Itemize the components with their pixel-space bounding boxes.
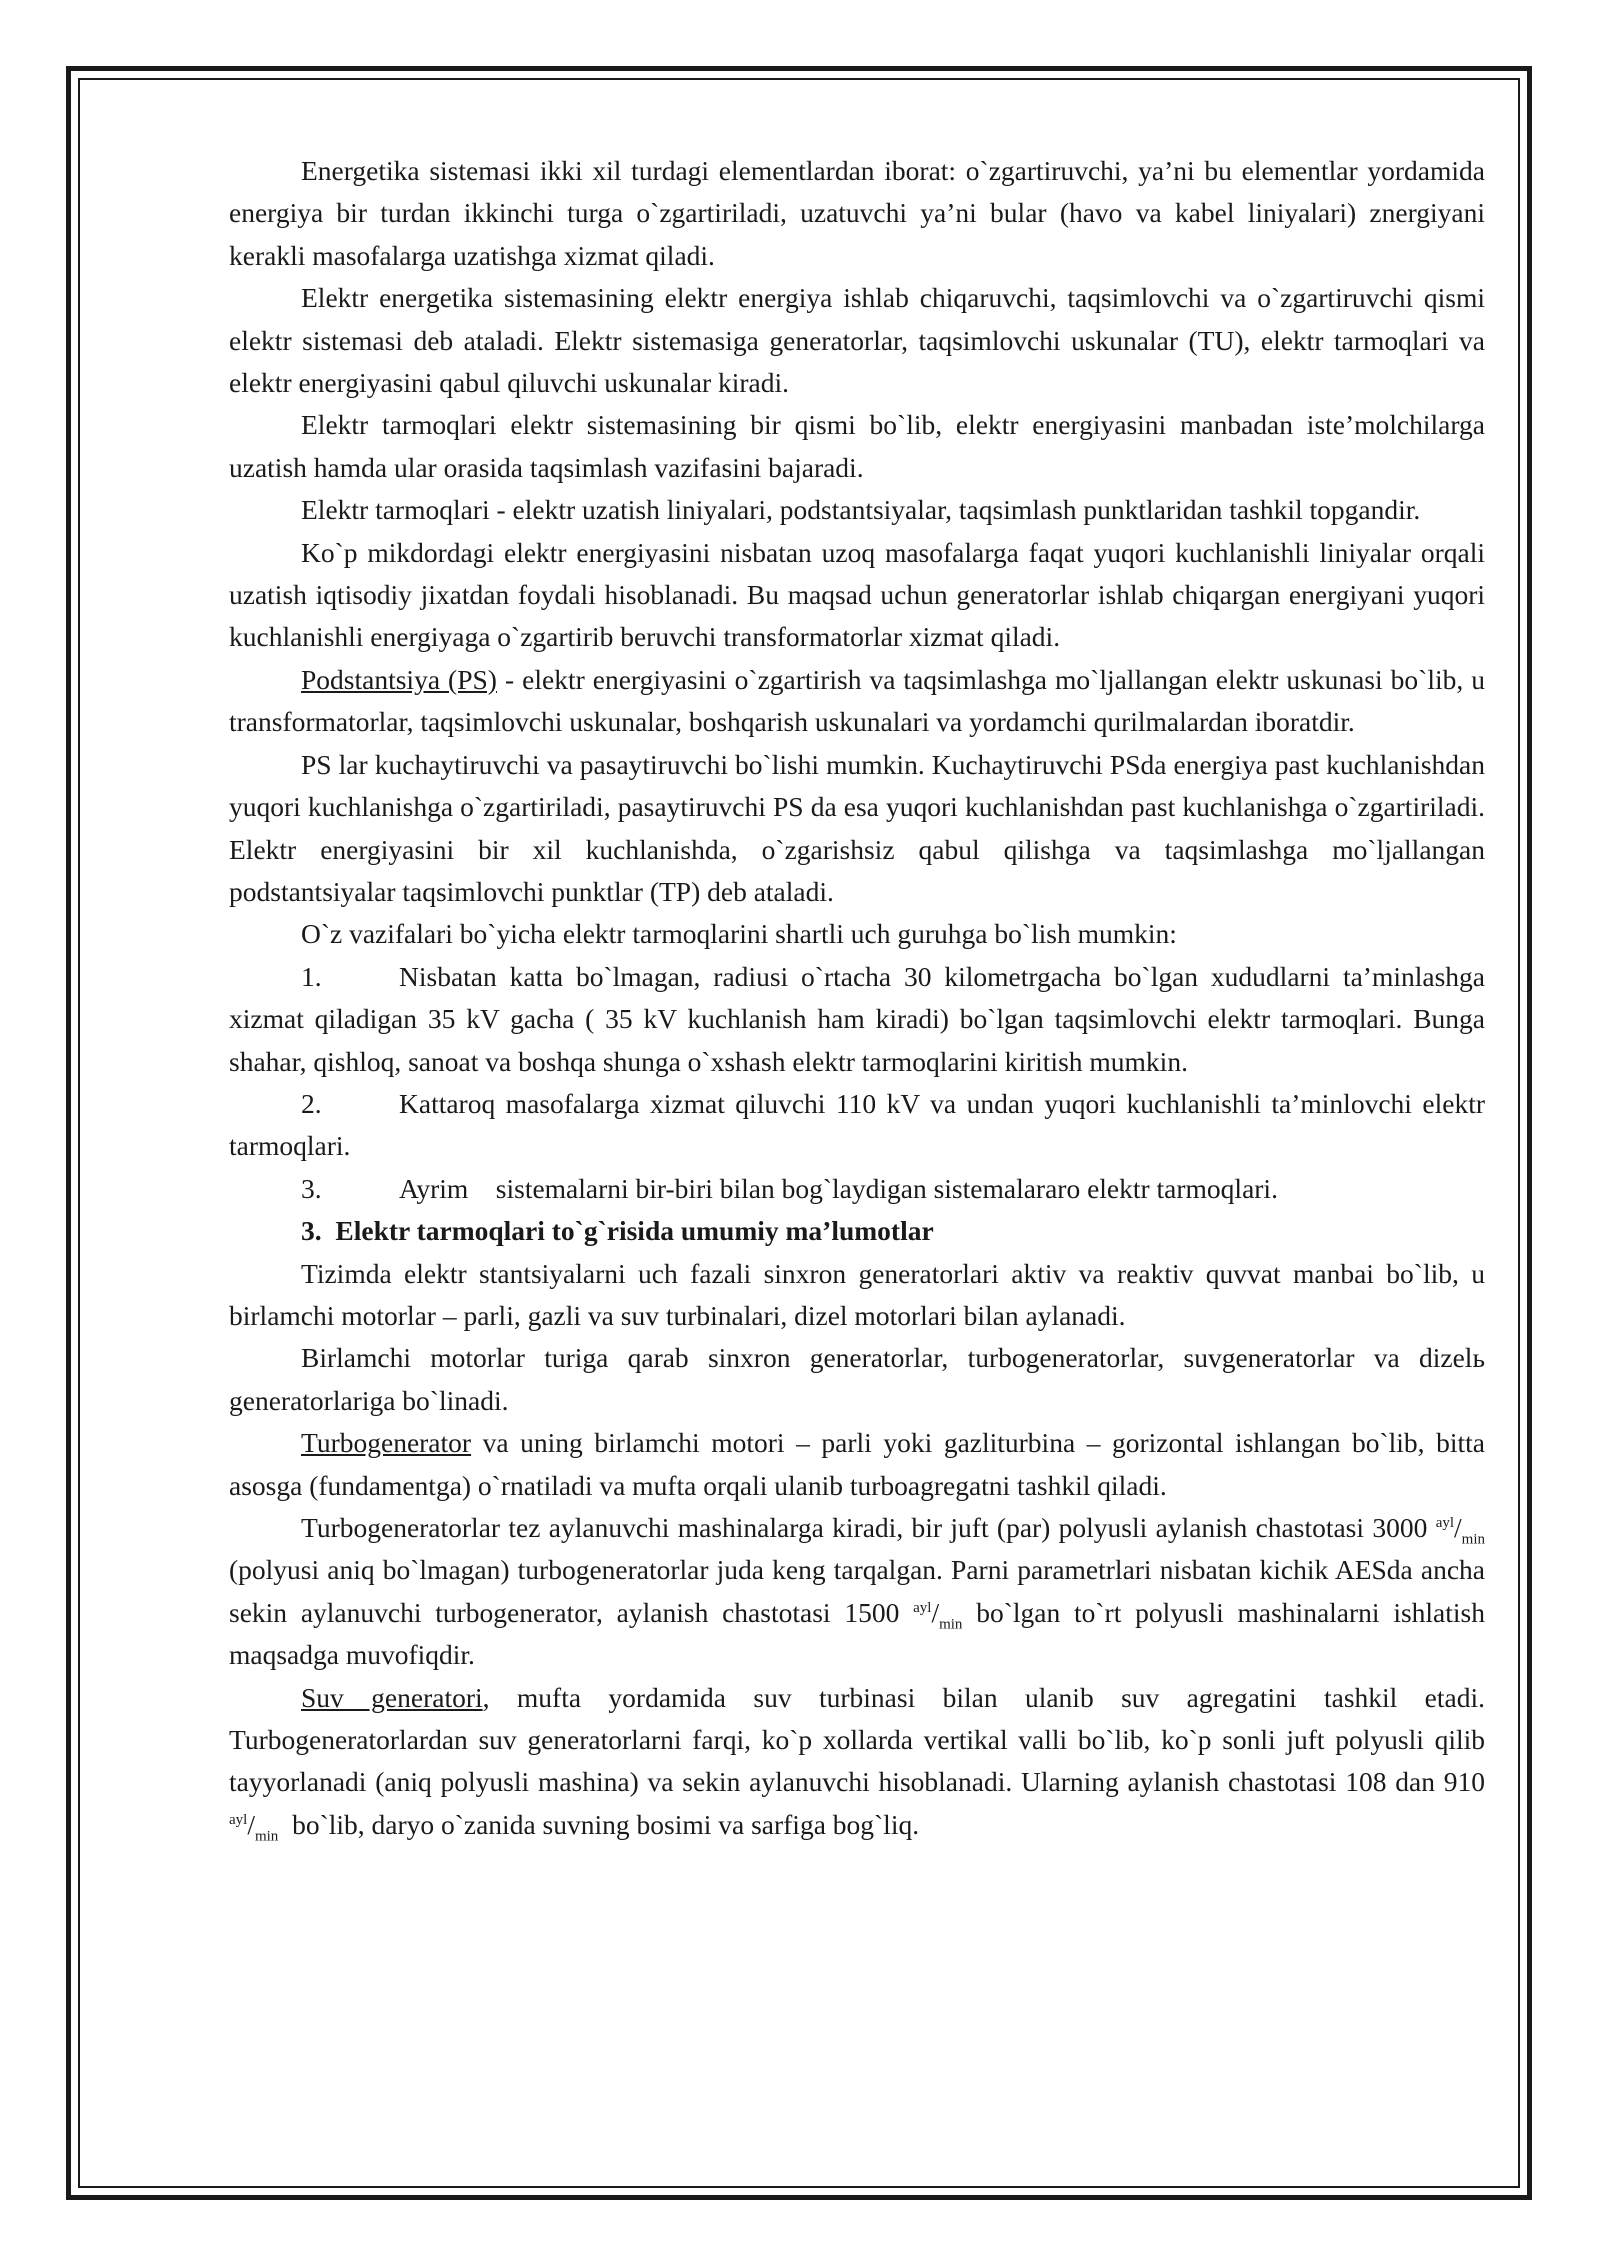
paragraph: Tizimda elektr stantsiyalarni uch fazali sinxron generatorlari aktiv va reaktiv quvvat manbai bo`lib, u birlamchi motorlar – parli, gazli va suv turbinalari, dizel motorlari bilan aylanadi. bbox=[229, 1257, 1485, 1331]
unit-sub: min bbox=[1461, 1531, 1485, 1548]
paragraph: O`z vazifalari bo`yicha elektr tarmoqlarini shartli uch guruhga bo`lish mumkin: bbox=[301, 918, 1177, 950]
paragraph: Elektr tarmoqlari - elektr uzatish liniyalari, podstantsiyalar, taqsimlash punktlaridan tashkil topgandir. bbox=[301, 494, 1421, 526]
unit-slash: / bbox=[247, 1808, 255, 1840]
list-number: 3. bbox=[301, 1172, 322, 1204]
paragraph: PS lar kuchaytiruvchi va pasaytiruvchi bo`lishi mumkin. Kuchaytiruvchi PSda energiya past kuchlanishdan yuqori kuchlanishga o`zgartiriladi, pasaytiruvchi PS da esa yuqori kuchlanishdan past kuchlanishga o`zgartiriladi. Elektr energiyasini bir xil kuchlanishda, o`zgarishsiz qabul qilishga va taqsimlashga mo`ljallangan podstantsiyalar taqsimlovchi punktlar (TP) deb ataladi. bbox=[229, 748, 1485, 907]
paragraph-text: , mufta yordamida suv turbinasi bilan ulanib suv agregatini tashkil etadi. Turbogeneratorlardan suv generatorlarni farqi, ko`p xollarda vertikal valli bo`lib, ko`p sonli juft polyusli qilib tayyorlanadi (aniq polyusli mashina) va sekin aylanuvchi hisoblanadi. Ularning aylanish chastotasi 108 dan 910 bbox=[229, 1681, 1492, 1798]
paragraph bbox=[229, 1677, 1492, 1847]
unit-sup: ayl bbox=[913, 1599, 932, 1616]
list-text: Kattaroq masofalarga xizmat qiluvchi 110 kV va undan yuqori kuchlanishli ta’minlovchi elektr tarmoqlari. bbox=[229, 1087, 1485, 1162]
list-number: 2. bbox=[301, 1087, 322, 1119]
paragraph-text: - elektr energiyasini o`zgartirish va taqsimlashga mo`ljallangan elektr uskunasi bo`lib, u transformatorlar, taqsimlovchi uskunalar, boshqarish uskunalari va yordamchi qurilmalardan iboratdir. bbox=[229, 663, 1485, 738]
section-heading: 3. Elektr tarmoqlari to`g`risida umumiy ma’lumotlar bbox=[301, 1215, 934, 1247]
paragraph: Birlamchi motorlar turiga qarab sinxron generatorlar, turbogeneratorlar, suvgeneratorlar va dizelь generatorlariga bo`linadi. bbox=[229, 1342, 1485, 1416]
paragraph-text: bo`lib, daryo o`zanida suvning bosimi va sarfiga bog`liq. bbox=[278, 1808, 920, 1840]
term-turbogenerator: Turbogenerator bbox=[301, 1427, 472, 1459]
document-body bbox=[229, 150, 1499, 1846]
paragraph: Ko`p mikdordagi elektr energiyasini nisbatan uzoq masofalarga faqat yuqori kuchlanishli liniyalar orqali uzatish iqtisodiy jixatdan foydali hisoblanadi. Bu maqsad uchun generatorlar ishlab chiqargan energiyani yuqori kuchlanishli energiyaga o`zgartirib beruvchi transformatorlar xizmat qiladi. bbox=[229, 536, 1485, 653]
paragraph bbox=[229, 1422, 1485, 1507]
term-suv-generatori: Suv generatori bbox=[301, 1681, 483, 1713]
unit-sub: min bbox=[939, 1616, 963, 1633]
paragraph-text: bo`lgan to`rt polyusli mashinalarni ishlatish maqsadga muvofiqdir. bbox=[229, 1596, 1492, 1671]
paragraph bbox=[229, 659, 1485, 744]
paragraph: Elektr energetika sistemasining elektr energiya ishlab chiqaruvchi, taqsimlovchi va o`zgartiruvchi qismi elektr sistemasi deb ataladi. Elektr sistemasiga generatorlar, taqsimlovchi uskunalar (TU), elektr tarmoqlari va elektr energiyasini qabul qiluvchi uskunalar kiradi. bbox=[229, 282, 1485, 399]
list-item bbox=[229, 1168, 1485, 1210]
unit-sub: min bbox=[254, 1828, 279, 1845]
paragraph bbox=[229, 1507, 1499, 1677]
list-item bbox=[229, 1083, 1485, 1168]
paragraph: Energetika sistemasi ikki xil turdagi elementlardan iborat: o`zgartiruvchi, ya’ni bu elementlar yordamida energiya bir turdan ikkinchi turga o`zgartiriladi, uzatuvchi ya’ni bular (havo va kabel liniyalari) znergiyani kerakli masofalarga uzatishga xizmat qiladi. bbox=[229, 155, 1485, 271]
unit-slash: / bbox=[1454, 1512, 1462, 1543]
paragraph-text: (polyusi aniq bo`lmagan) turbogeneratorlar juda keng tarqalgan. Parni parametrlari nisbatan kichik AESda ancha sekin aylanuvchi turbogenerator, aylanish chastotasi 1500 bbox=[229, 1512, 1499, 1628]
unit-sup: ayl bbox=[229, 1811, 248, 1828]
paragraph-text: Turbogeneratorlar tez aylanuvchi mashinalarga kiradi, bir juft (par) polyusli aylanish chastotasi 3000 bbox=[301, 1512, 1436, 1543]
list-item bbox=[229, 956, 1485, 1083]
unit-sup: ayl bbox=[1435, 1514, 1455, 1531]
unit-slash: / bbox=[931, 1596, 940, 1628]
term-podstantsiya: Podstantsiya (PS) bbox=[301, 663, 497, 695]
list-number: 1. bbox=[301, 960, 322, 992]
paragraph: Elektr tarmoqlari elektr sistemasining bir qismi bo`lib, elektr energiyasini manbadan iste’molchilarga uzatish hamda ular orasida taqsimlash vazifasini bajaradi. bbox=[229, 409, 1485, 483]
list-text: Nisbatan katta bo`lmagan, radiusi o`rtacha 30 kilometrgacha bo`lgan xududlarni ta’minlashga xizmat qiladigan 35 kV gacha ( 35 kV kuchlanish ham kiradi) bo`lgan taqsimlovchi elektr tarmoqlari. Bunga shahar, qishloq, sanoat va boshqa shunga o`xshash elektr tarmoqlarini kiritish mumkin. bbox=[229, 960, 1485, 1077]
list-text: Ayrim sistemalarni bir-biri bilan bog`laydigan sistemalararo elektr tarmoqlari. bbox=[399, 1172, 1278, 1204]
paragraph-text: va uning birlamchi motori – parli yoki gazliturbina – gorizontal ishlangan bo`lib, bitta asosga (fundamentga) o`rnatiladi va mufta orqali ulanib turboagregatni tashkil qiladi. bbox=[229, 1427, 1485, 1501]
